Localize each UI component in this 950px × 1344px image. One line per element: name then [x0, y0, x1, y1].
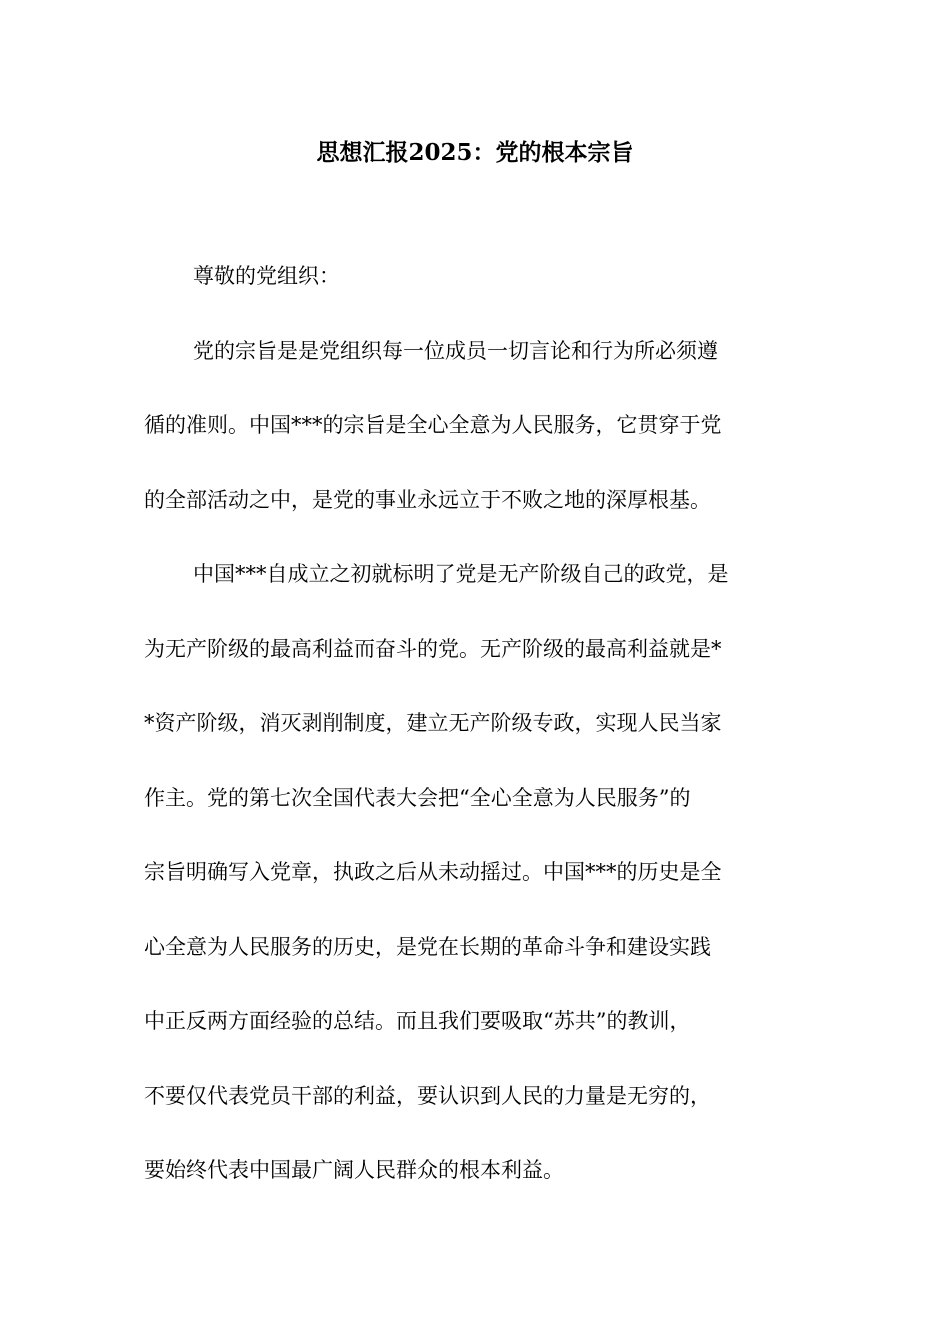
- paragraph-line: 中国***自成立之初就标明了党是无产阶级自己的政党，是: [193, 562, 729, 586]
- salutation: 尊敬的党组织：: [193, 264, 340, 288]
- paragraph-line: 为无产阶级的最高利益而奋斗的党。无产阶级的最高利益就是*: [144, 636, 722, 661]
- document-body: [144, 258, 808, 1227]
- paragraph-line: 心全意为人民服务的历史，是党在长期的革命斗争和建设实践: [144, 934, 711, 959]
- paragraph-line: 作主。党的第七次全国代表大会把“全心全意为人民服务”的: [144, 785, 691, 810]
- paragraph-line: 要始终代表中国最广阔人民群众的根本利益。: [144, 1158, 564, 1182]
- paragraph-line: 宗旨明确写入党章，执政之后从未动摇过。中国***的历史是全: [144, 860, 722, 884]
- paragraph-line: 不要仅代表党员干部的利益，要认识到人民的力量是无穷的，: [144, 1083, 711, 1108]
- paragraph-line: 中正反两方面经验的总结。而且我们要吸取“苏共”的教训，: [144, 1009, 691, 1033]
- paragraph-line: *资产阶级，消灭剥削制度，建立无产阶级专政，实现人民当家: [144, 711, 722, 735]
- paragraph-line: 的全部活动之中，是党的事业永远立于不败之地的深厚根基。: [144, 487, 711, 512]
- paragraph-line: 循的准则。中国***的宗旨是全心全意为人民服务，它贯穿于党: [144, 413, 722, 437]
- paragraph-line: 党的宗旨是是党组织每一位成员一切言论和行为所必须遵: [193, 338, 718, 363]
- document-title: 思想汇报2025：党的根本宗旨: [316, 139, 634, 166]
